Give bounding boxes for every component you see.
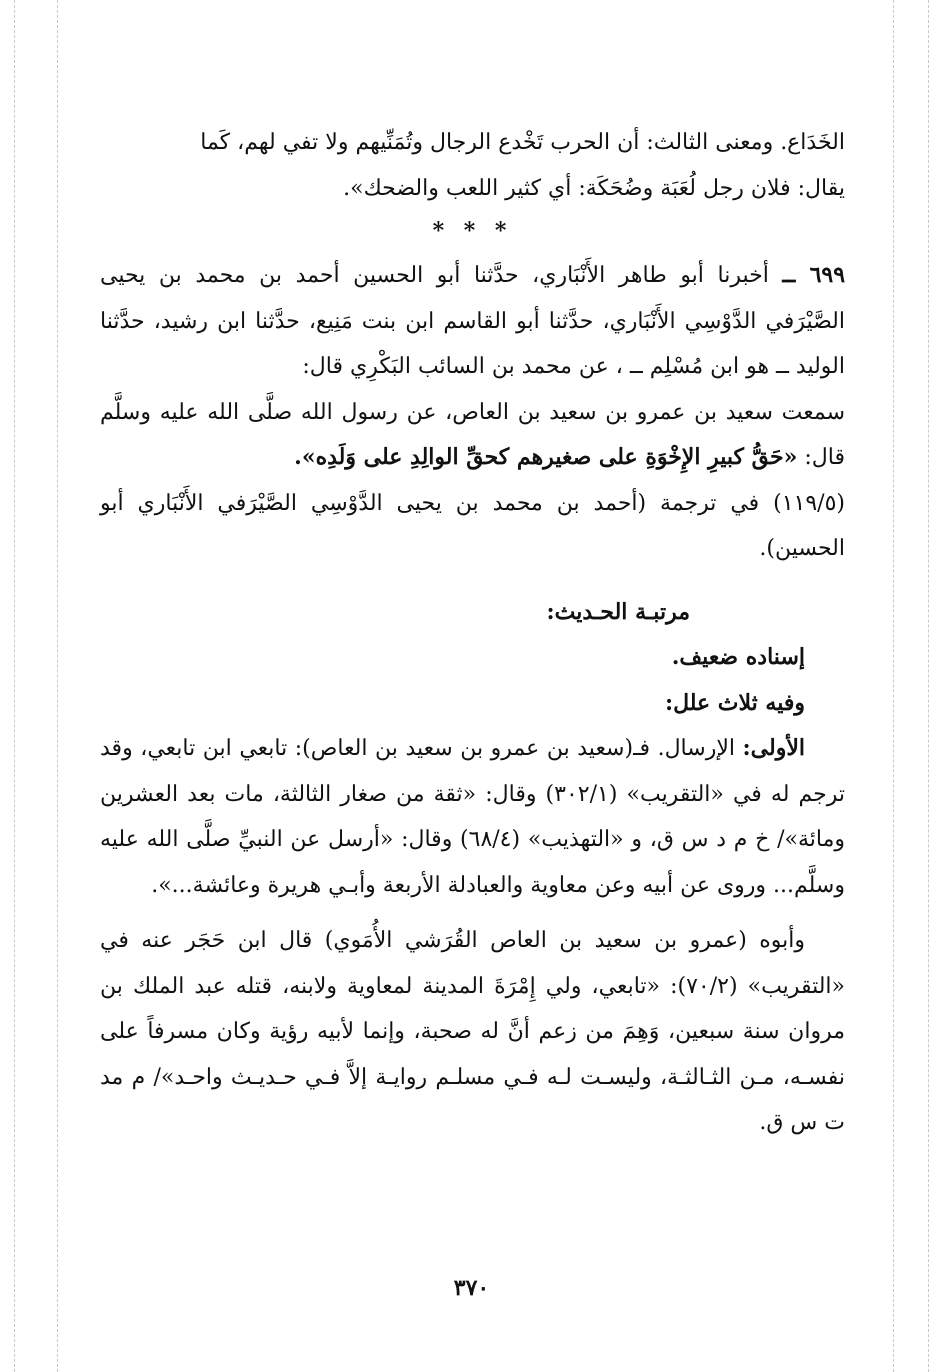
- prev-section-line: الخَدَاع. ومعنى الثالث: أن الحرب تَخْدع الرجال وتُمَنِّيهم ولا تفي لهم، كَما: [200, 130, 845, 155]
- scan-guide-line: [57, 0, 58, 1372]
- grading-heading: مرتبـة الحـديث:: [546, 598, 690, 625]
- scan-guide-line: [893, 0, 894, 1372]
- first-defect-text: الإرسال. فـ(سعيد بن عمرو بن سعيد بن العاص): تابعي ابن تابعي، وقد ترجم له في «التقريب» (٣٠٢/١) وقال: «ثقة من صغار الثالثة، مات بعد العشرين ومائة»/ خ م د س ق، و «التهذيب» (٦٨/٤) وقال: «أرسل عن النبيِّ صلَّى الله عليه وسلَّم... وروى عن أبيه وعن معاوية والعبادلة الأربعة وأبـي هريرة وعائشة...».: [100, 736, 845, 898]
- isnad-text: أخبرنا أبو طاهر الأَنْبَاري، حدَّثنا أبو الحسين أحمد بن محمد بن يحيى الصَّيْرَفي الدَّوْسِي الأَنْبَاري، حدَّثنا أبو القاسم ابن بنت مَنِيع، حدَّثنا ابن رشيد، حدَّثنا الوليد ــ هو ابن مُسْلِم ــ ، عن محمد بن السائب البَكْرِي قال:: [100, 263, 845, 379]
- grading-verdict: إسناده ضعيف.: [671, 644, 805, 670]
- section-separator: * * *: [432, 218, 513, 244]
- page-number: ٣٧٠: [453, 1275, 490, 1301]
- defects-intro: وفيه ثلاث علل:: [664, 689, 805, 716]
- hadith-isnad: [100, 253, 845, 390]
- hadith-matn: [100, 390, 845, 481]
- hadith-number: ٦٩٩ ــ: [782, 262, 846, 288]
- matn-lead: سمعت سعيد بن عمرو بن سعيد بن العاص، عن رسول الله صلَّى الله عليه وسلَّم قال:: [100, 399, 845, 470]
- matn-quote: «حَقُّ كبيرِ الإِخْوَةِ على صغيرهم كحقِّ الوالِدِ على وَلَدِه».: [294, 444, 798, 470]
- first-defect: [100, 726, 845, 908]
- first-defect-label: الأولى:: [742, 735, 805, 761]
- page-body: [100, 120, 845, 1146]
- second-defect: وأبوه (عمرو بن سعيد بن العاص القُرَشي الأُمَوي) قال ابن حَجَر عنه في «التقريب» (٧٠/٢): «تابعي، ولي إِمْرَةَ المدينة لمعاوية ولابنه، قتله عبد الملك بن مروان سنة سبعين، وَهِمَ من زعم أنَّ له صحبة، وإنما لأبيه رؤية وكان مسرفاً على نفسـه، مـن الثـالثـة، وليسـت لـه فـي مسلـم روايـة إلاَّ فـي حـديـث واحـد»/ م مد ت س ق.: [100, 928, 845, 1135]
- scan-guide-line: [928, 0, 929, 1372]
- scan-guide-line: [14, 0, 15, 1372]
- hadith-reference: (١١٩/٥) في ترجمة (أحمد بن محمد بن يحيى الدَّوْسِي الصَّيْرَفي الأَنْبَاري أبو الحسين).: [100, 490, 845, 561]
- prev-section-line: يقال: فلان رجل لُعَبَة وضُحَكَة: أي كثير اللعب والضحك».: [343, 175, 845, 201]
